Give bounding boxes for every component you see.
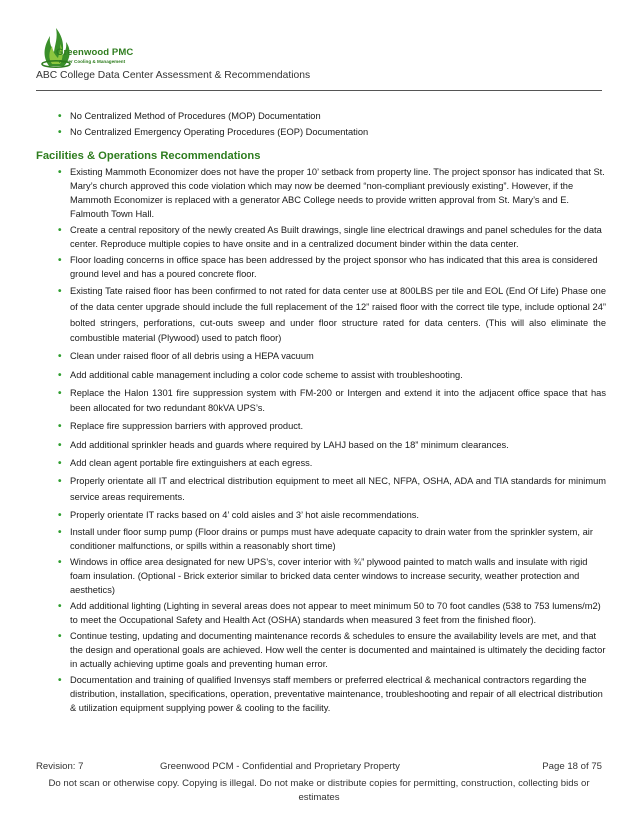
page-footer <box>36 761 602 804</box>
list-item: • Windows in office area designated for new UPS’s, cover interior with ¾” plywood painted to match walls and insulate with rigid foam insulation. (Optional - Brick exterior similar to bricked data center windows to increase security, weather protection and aesthetics) <box>58 557 588 595</box>
list-item: • Documentation and training of qualified Invensys staff members or preferred electrical & mechanical contractors regarding the distribution, installation, specifications, operation, preventative maintenance, troubleshooting and repair of all electrical distribution & utilization equipment supplying power & cooling to the facility. <box>58 675 603 713</box>
list-item: • No Centralized Emergency Operating Procedures (EOP) Documentation <box>58 127 369 139</box>
list-item: • Add additional lighting (Lighting in several areas does not appear to meet minimum 50 to 70 foot candles (538 to 753 lumens/m2) to meet the Occupational Safety and Health Act (OSHA) standards when measured 3 feet from the finished floor). <box>58 601 601 625</box>
bullet-dot-icon: • <box>58 387 62 399</box>
company-tagline: Power Cooling & Management <box>59 59 126 64</box>
list-item: • Properly orientate IT racks based on 4’ cold aisles and 3’ hot aisle recommendations. <box>36 508 606 524</box>
bullet-dot-icon: • <box>58 167 62 179</box>
company-name: Greenwood PMC <box>56 47 134 58</box>
bullet-dot-icon: • <box>58 224 62 236</box>
bullet-dot-icon: • <box>58 255 62 267</box>
list-item: • Replace fire suppression barriers with approved product. <box>36 419 606 435</box>
bullet-dot-icon: • <box>58 457 62 469</box>
list-item: • Existing Tate raised floor has been confirmed to not rated for data center use at 800LBS per tile and EOL (End Of Life) Phase one of the data center upgrade should include the full replacement of the 12” raised floor with the correct tile type, include optional 24” bolted stringers, perforations, cut-outs sweep and under floor structure rated for data centers. (This will also eliminate the combustible material (Plywood) used to patch floor) <box>58 286 606 344</box>
list-item: • Add additional cable management including a color code scheme to assist with troubleshooting. <box>36 368 606 384</box>
copy-warning: Do not scan or otherwise copy. Copying is illegal. Do not make or distribute copies for permitting, construction, collecting bids or estimates <box>48 778 590 803</box>
list-item: • Floor loading concerns in office space has been addressed by the project sponsor who has indicated that this area is considered ground level and has a poured concrete floor. <box>58 255 598 279</box>
bullet-dot-icon: • <box>58 601 62 613</box>
page-header <box>36 26 602 81</box>
bullet-dot-icon: • <box>58 527 62 538</box>
bullet-dot-icon: • <box>58 369 62 381</box>
confidential-notice: Greenwood PCM - Confidential and Proprietary Property <box>160 761 400 772</box>
revision-label: Revision: 7 <box>36 761 84 772</box>
list-item: • Replace the Halon 1301 fire suppression system with FM-200 or Intergen and extend it into the adjacent office space that has been allocated for two redundant 80kVA UPS’s. <box>58 387 606 414</box>
list-item: • Clean under raised floor of all debris using a HEPA vacuum <box>36 349 606 365</box>
list-item: • Continue testing, updating and documenting maintenance records & schedules to ensure the availability levels are met, and that the design and operational goals are achieved. How well the center is documented and maintained is ultimately the deciding factor in actually achieving uptime goals and preventing human error. <box>58 631 606 669</box>
bullet-dot-icon: • <box>58 127 62 139</box>
top-bullet-list <box>36 110 606 140</box>
list-item: • Add additional sprinkler heads and guards where required by LAHJ based on the 18” minimum clearances. <box>36 438 606 454</box>
bullet-dot-icon: • <box>58 631 62 643</box>
bullet-dot-icon: • <box>58 439 62 451</box>
bullet-dot-icon: • <box>58 675 62 687</box>
header-divider <box>36 90 602 91</box>
recommendations-list <box>36 166 606 716</box>
bullet-dot-icon: • <box>58 421 62 433</box>
bullet-dot-icon: • <box>58 509 62 521</box>
bullet-dot-icon: • <box>58 476 62 488</box>
section-title: Facilities & Operations Recommendations <box>36 150 261 163</box>
bullet-dot-icon: • <box>58 286 62 298</box>
company-logo <box>36 26 602 70</box>
list-item: • Add clean agent portable fire extinguishers at each egress. <box>36 456 606 472</box>
page-number: Page 18 of 75 <box>542 761 602 772</box>
list-item: • No Centralized Method of Procedures (MOP) Documentation <box>58 111 321 122</box>
list-item: • Install under floor sump pump (Floor drains or pumps must have adequate capacity to drain water from the sprinkler system, air conditioner malfunctions, or spills within a reasonably short time) <box>58 527 593 551</box>
bullet-dot-icon: • <box>58 111 62 122</box>
list-item: • Properly orientate all IT and electrical distribution equipment to meet all NEC, NFPA, OSHA, ADA and TIA standards for minimum service areas requirements. <box>58 476 606 502</box>
bullet-dot-icon: • <box>58 557 62 569</box>
bullet-dot-icon: • <box>58 351 62 363</box>
document-title: ABC College Data Center Assessment & Recommendations <box>36 70 311 81</box>
list-item: • Existing Mammoth Economizer does not have the proper 10’ setback from property line. The project sponsor has indicated that St. Mary’s church approved this code violation which may now be deemed “non-compliant previously existing”. However, if the Mammoth Economizer is replaced with a generator ABC College needs to provide written approval from St. Mary’s and E. Falmouth Town Hall. <box>58 167 605 219</box>
list-item: • Create a central repository of the newly created As Built drawings, single line electrical drawings and panel schedules for the data center. Reproduce multiple copies to have onsite and in a centralized document binder within the data center. <box>58 224 602 249</box>
page-content <box>36 110 606 718</box>
